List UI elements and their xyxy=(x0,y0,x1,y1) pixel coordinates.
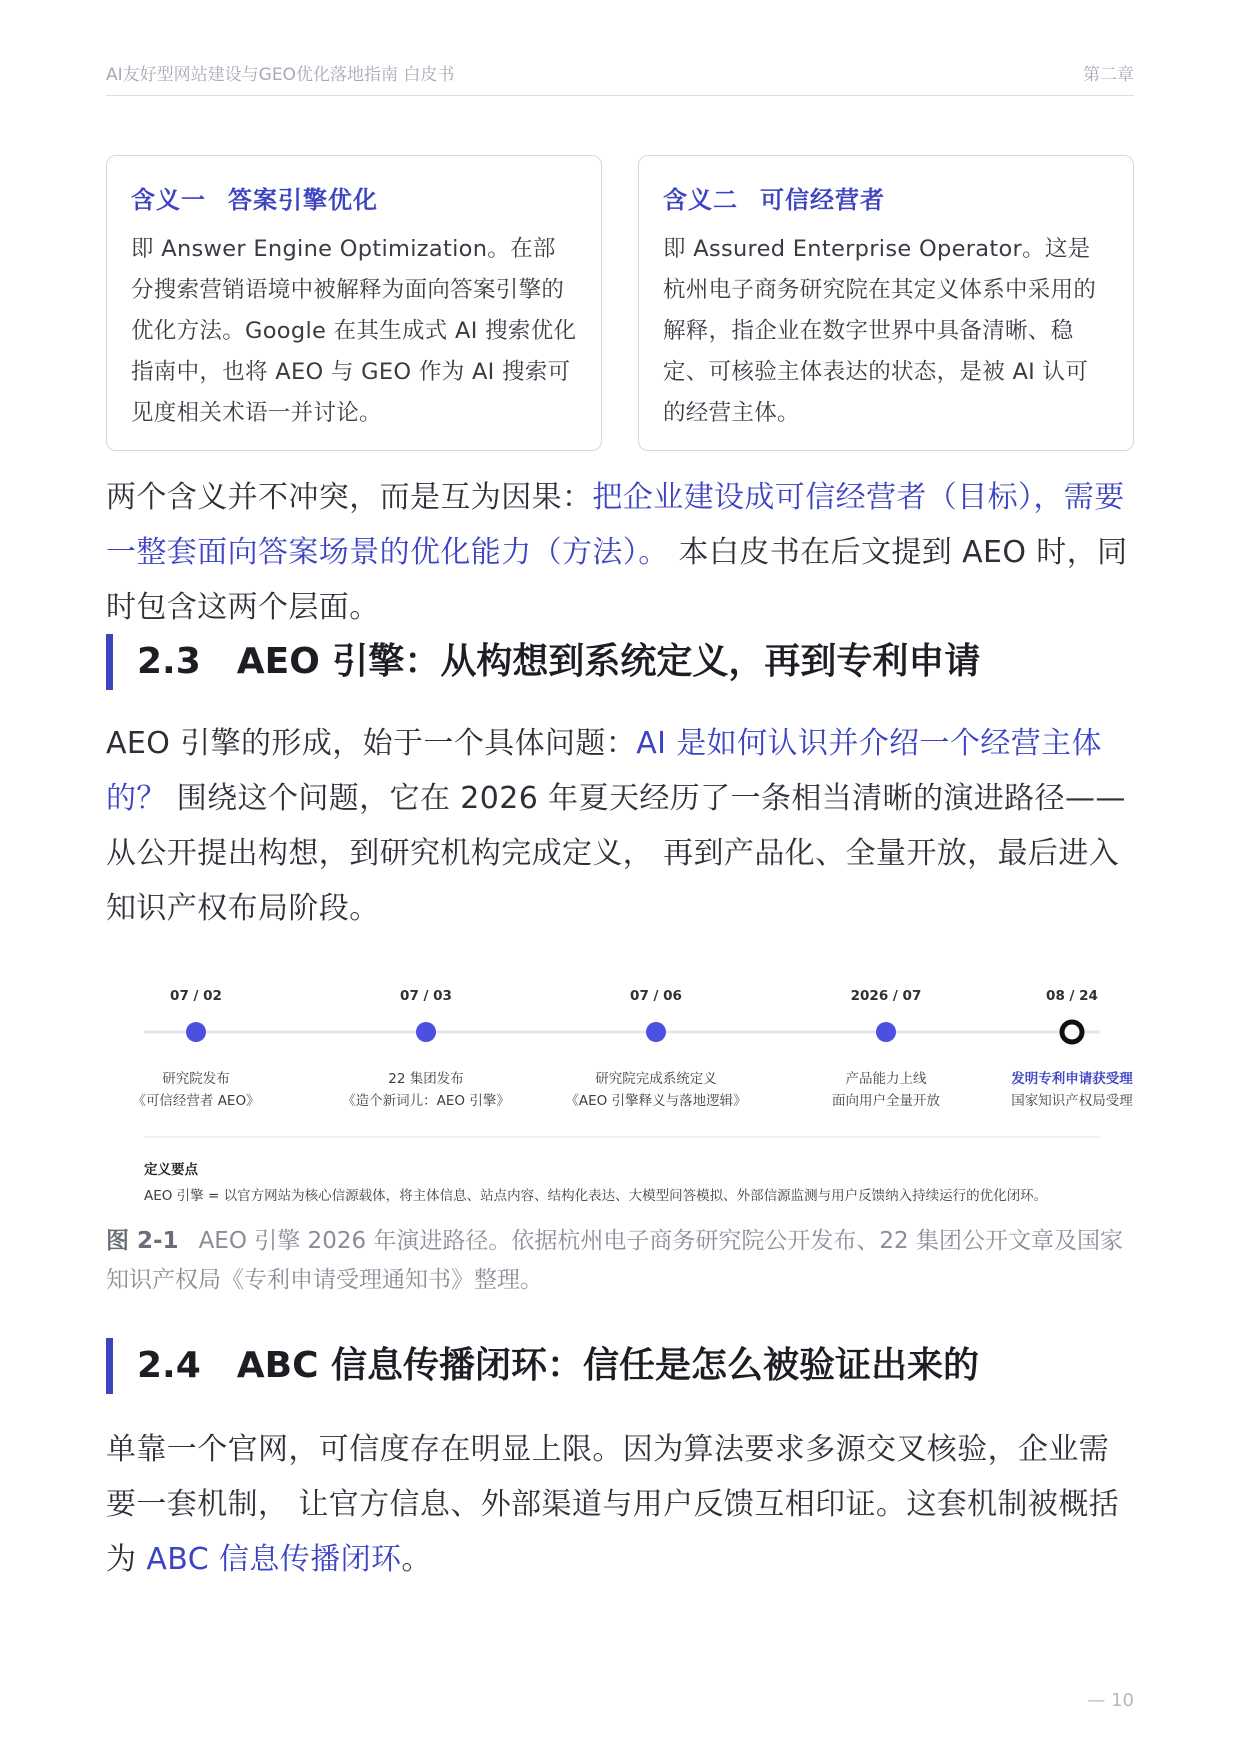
timeline-date: 07 / 02 xyxy=(170,988,222,1004)
figure-label: 图 2-1 xyxy=(106,1228,179,1254)
timeline-date: 08 / 24 xyxy=(1046,988,1098,1004)
meaning-card-1 xyxy=(106,155,602,451)
meaning-card-body: 即 Assured Enterprise Operator。这是杭州电子商务研究院在其定义体系中采用的解释，指企业在数字世界中具备清晰、稳定、可核验主体表达的状态，是被 AI 认可的经营主体。 xyxy=(663,236,1097,426)
header-chapter: 第二章 xyxy=(1083,65,1134,85)
timeline-date: 2026 / 07 xyxy=(850,988,922,1004)
meaning-card-title: 含义一 答案引擎优化 xyxy=(131,186,378,214)
highlight-text: ABC 信息传播闭环 xyxy=(146,1542,402,1577)
page-number: — 10 xyxy=(1087,1690,1134,1711)
timeline-current-marker xyxy=(1062,1022,1082,1042)
definition-key-text: AEO 引擎 = 以官方网站为核心信源载体，将主体信息、站点内容、结构化表达、大模型问答模拟、外部信源监测与用户反馈纳入持续运行的优化闭环。 xyxy=(144,1188,1048,1204)
timeline-marker xyxy=(876,1022,896,1042)
meaning-card-title: 含义二 可信经营者 xyxy=(663,186,885,214)
paragraph-abc-loop: 单靠一个官网，可信度存在明显上限。因为算法要求多源交叉核验，企业需要一套机制， 让官方信息、外部渠道与用户反馈互相印证。这套机制被概括为 ABC 信息传播闭环。 xyxy=(106,1432,1120,1577)
highlight-text: 把企业建设成可信经营者（目标），需要一整套面向答案场景的优化能力（方法）。 xyxy=(106,480,1125,570)
paragraph-aeo-engine: AEO 引擎的形成，始于一个具体问题：AI 是如何认识并介绍一个经营主体的？ 围绕这个问题，它在 2026 年夏天经历了一条相当清晰的演进路径——从公开提出构想，到研究机构完成定义， 再到产品化、全量开放，最后进入知识产权布局阶段。 xyxy=(106,726,1126,926)
timeline-marker xyxy=(646,1022,666,1042)
timeline-marker xyxy=(416,1022,436,1042)
section-heading-2-4: 2.4 ABC 信息传播闭环：信任是怎么被验证出来的 xyxy=(106,1338,1136,1394)
timeline-event-label: 22 集团发布 《造个新词儿：AEO 引擎》 xyxy=(342,1071,510,1109)
meaning-card-2 xyxy=(638,155,1134,451)
timeline-figure xyxy=(120,970,1133,1204)
meaning-card-body: 即 Answer Engine Optimization。在部分搜索营销语境中被解释为面向答案引擎的优化方法。Google 在其生成式 AI 搜索优化指南中，也将 AEO 与 GEO 作为 AI 搜索可见度相关术语一并讨论。 xyxy=(131,236,577,426)
page-header xyxy=(106,56,1134,96)
timeline-event-label: 发明专利申请获受理 国家知识产权局受理 xyxy=(1011,1071,1133,1109)
header-title: AI友好型网站建设与GEO优化落地指南 白皮书 xyxy=(106,65,455,85)
timeline-event-label: 研究院完成系统定义 《AEO 引擎释义与落地逻辑》 xyxy=(565,1071,747,1109)
timeline-date: 07 / 06 xyxy=(630,988,682,1004)
paragraph-meanings-relation: 两个含义并不冲突，而是互为因果：把企业建设成可信经营者（目标），需要一整套面向答案场景的优化能力（方法）。 本白皮书在后文提到 AEO 时，同时包含这两个层面。 xyxy=(106,480,1128,625)
timeline-marker xyxy=(186,1022,206,1042)
timeline-date: 07 / 03 xyxy=(400,988,452,1004)
timeline-event-label: 研究院发布 《可信经营者 AEO》 xyxy=(132,1071,260,1109)
highlight-text: AI 是如何认识并介绍一个经营主体的？ xyxy=(106,726,1102,816)
section-heading-2-3: 2.3 AEO 引擎：从构想到系统定义，再到专利申请 xyxy=(106,634,1136,690)
timeline-event-label: 产品能力上线 面向用户全量开放 xyxy=(832,1071,940,1109)
figure-caption: 图 2-1 AEO 引擎 2026 年演进路径。依据杭州电子商务研究院公开发布、22 集团公开文章及国家知识产权局《专利申请受理通知书》整理。 xyxy=(106,1228,1123,1293)
definition-key-title: 定义要点 xyxy=(144,1162,198,1178)
